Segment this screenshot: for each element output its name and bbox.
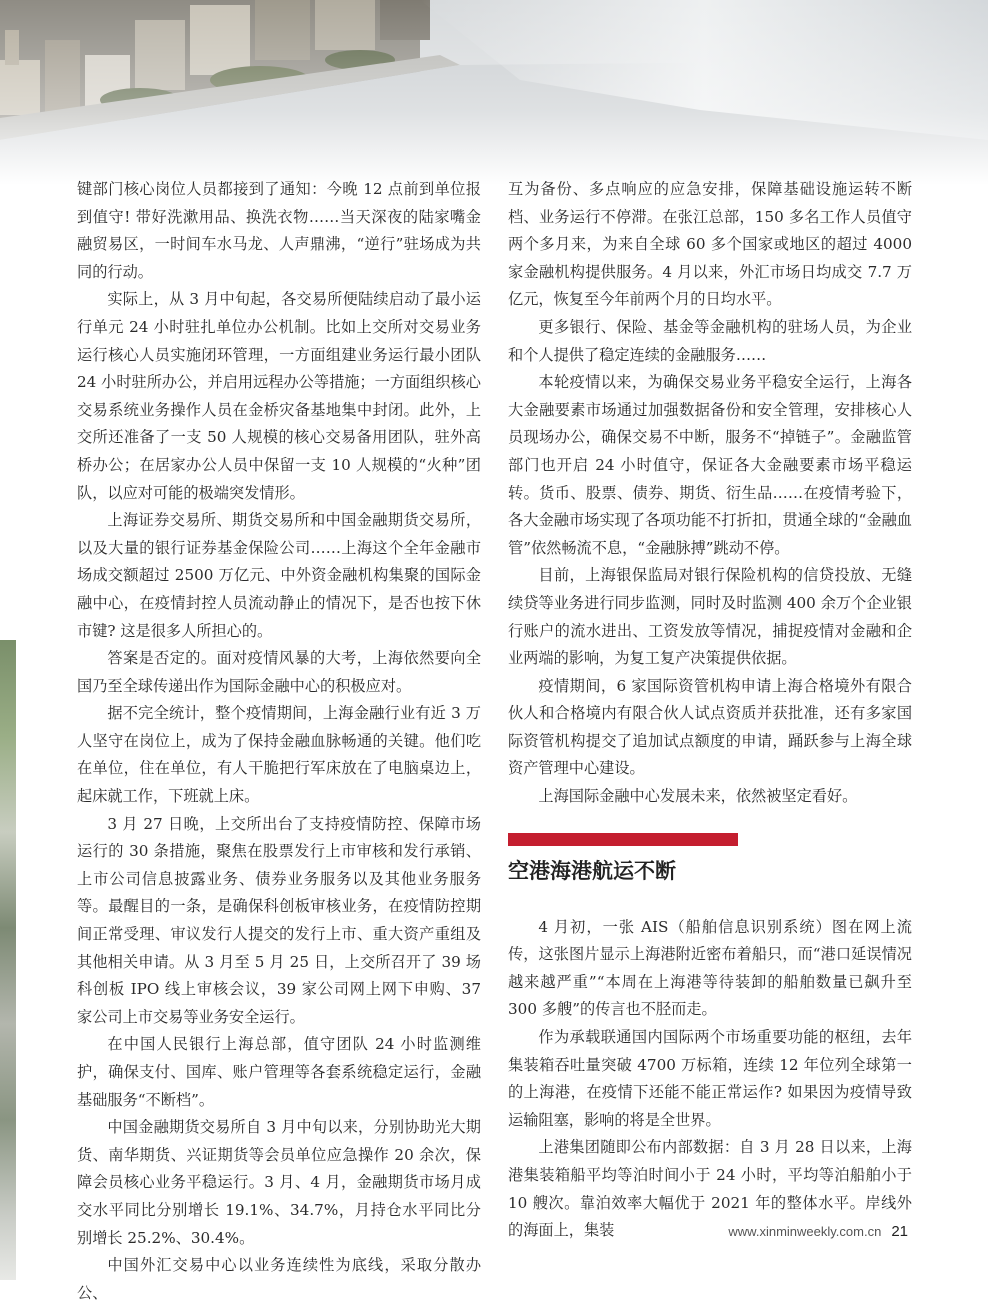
paragraph: 实际上，从 3 月中旬起，各交易所便陆续启动了最小运行单元 24 小时驻扎单位办公机制。比如上交所对交易业务运行核心人员实施闭环管理，一方面组建业务运行最小团队 24 小时驻所办公，并启用远程办公等措施；一方面组织核心交易系统业务操作人员在金桥灾备基地集中封闭。此外，上交所还准备了一支 50 人规模的核心交易备用团队，驻外高桥办公；在居家办公人员中保留一支 10 人规模的“火种”团队，以应对可能的极端突发情形。 <box>77 290 481 502</box>
paragraph: 4 月初，一张 AIS（船舶信息识别系统）图在网上流传，这张图片显示上海港附近密布着船只，而“港口延误情况越来越严重”“本周在上海港等待装卸的船舶数量已飙升至 300 多艘”的传言也不胫而走。 <box>508 917 912 1019</box>
paragraph: 答案是否定的。面对疫情风暴的大考，上海依然要向全国乃至全球传递出作为国际金融中心的积极应对。 <box>77 649 481 695</box>
page-number: 21 <box>891 1223 908 1240</box>
left-edge-photo <box>0 640 16 1280</box>
paragraph: 目前，上海银保监局对银行保险机构的信贷投放、无缝续贷等业务进行同步监测，同时及时监测 400 余万个企业银行账户的流水进出、工资发放等情况，捕捉疫情对金融和企业两端的影响，为复工复产决策提供依据。 <box>508 566 912 668</box>
paragraph: 键部门核心岗位人员都接到了通知：今晚 12 点前到单位报到值守! 带好洗漱用品、换洗衣物……当天深夜的陆家嘴金融贸易区，一时间车水马龙、人声鼎沸，“逆行”驻场成为共同的行动。 <box>77 180 481 281</box>
paragraph: 作为承载联通国内国际两个市场重要功能的枢纽，去年集装箱吞吐量突破 4700 万标箱，连续 12 年位列全球第一的上海港，在疫情下还能不能正常运作? 如果因为疫情导致运输阻塞，影响的将是全世界。 <box>508 1028 912 1129</box>
paragraph: 更多银行、保险、基金等金融机构的驻场人员，为企业和个人提供了稳定连续的金融服务…… <box>508 317 912 364</box>
page-footer <box>728 1223 908 1240</box>
paragraph: 在中国人民银行上海总部，值守团队 24 小时监测维护，确保支付、国库、账户管理等各套系统稳定运行，金融基础服务“不断档”。 <box>77 1035 481 1109</box>
paragraph: 互为备份、多点响应的应急安排，保障基础设施运转不断档、业务运行不停滞。在张江总部，150 多名工作人员值守两个多月来，为来自全球 60 多个国家或地区的超过 4000 家金融机构提供服务。4 月以来，外汇市场日均成交 7.7 万亿元，恢复至今年前两个月的日均水平。 <box>508 180 912 309</box>
paragraph: 上港集团随即公布内部数据：自 3 月 28 日以来，上海港集装箱船平均等泊时间小于 24 小时，平均等泊船舶小于 10 艘次。靠泊效率大幅优于 2021 年的整体水平。岸线外的海面上，集装 <box>508 1138 912 1240</box>
paragraph: 上海证券交易所、期货交易所和中国金融期货交易所，以及大量的银行证券基金保险公司……上海这个全年金融市场成交额超过 2500 万亿元、中外资金融机构集聚的国际金融中心，在疫情封控人员流动静止的情况下，是否也按下休市键? 这是很多人所担心的。 <box>77 511 481 640</box>
header-photo <box>0 0 988 185</box>
paragraph: 中国外汇交易中心以业务连续性为底线，采取分散办公、 <box>77 1256 481 1302</box>
paragraph: 上海国际金融中心发展未来，依然被坚定看好。 <box>538 787 858 806</box>
paragraph: 本轮疫情以来，为确保交易业务平稳安全运行，上海各大金融要素市场通过加强数据备份和安全管理，安排核心人员现场办公，确保交易不中断，服务不“掉链子”。金融监管部门也开启 24 小时值守，保证各大金融要素市场平稳运转。货币、股票、债券、期货、衍生品……在疫情考验下，各大金融市场实现了各项功能不打折扣，贯通全球的“金融血管”依然畅流不息，“金融脉搏”跳动不停。 <box>508 373 912 557</box>
paragraph: 据不完全统计，整个疫情期间，上海金融行业有近 3 万人坚守在岗位上，成为了保持金融血脉畅通的关键。他们吃在单位，住在单位，有人干脆把行军床放在了电脑桌边上，起床就工作，下班就上床。 <box>77 704 481 806</box>
section-heading: 空港海港航运不断 <box>508 858 676 883</box>
section-accent-bar <box>508 833 738 846</box>
skyline-illustration <box>0 0 988 185</box>
paragraph: 疫情期间，6 家国际资管机构申请上海合格境外有限合伙人和合格境内有限合伙人试点资质并获批准，还有多家国际资管机构提交了追加试点额度的申请，踊跃参与上海全球资产管理中心建设。 <box>508 676 912 778</box>
footer-url: www.xinminweekly.com.cn <box>728 1224 882 1239</box>
article-column-left <box>77 176 481 1307</box>
article-column-right <box>508 176 912 1245</box>
paragraph: 中国金融期货交易所自 3 月中旬以来，分别协助光大期货、南华期货、兴证期货等会员单位应急操作 20 余次，保障会员核心业务平稳运行。3 月、4 月，金融期货市场月成交水平同比分别增长 19.1%、34.7%，月持仓水平同比分别增长 25.2%、30.4%。 <box>77 1118 481 1247</box>
paragraph: 3 月 27 日晚，上交所出台了支持疫情防控、保障市场运行的 30 条措施，聚焦在股票发行上市审核和发行承销、上市公司信息披露业务、债券业务服务以及其他业务服务等。最醒目的一条，是确保科创板审核业务，在疫情防控期间正常受理、审议发行人提交的发行上市、重大资产重组及其他相关申请。从 3 月至 5 月 25 日，上交所召开了 39 场科创板 IPO 线上审核会议，39 家公司网上网下申购、37 家公司上市交易等业务安全运行。 <box>77 814 481 1026</box>
